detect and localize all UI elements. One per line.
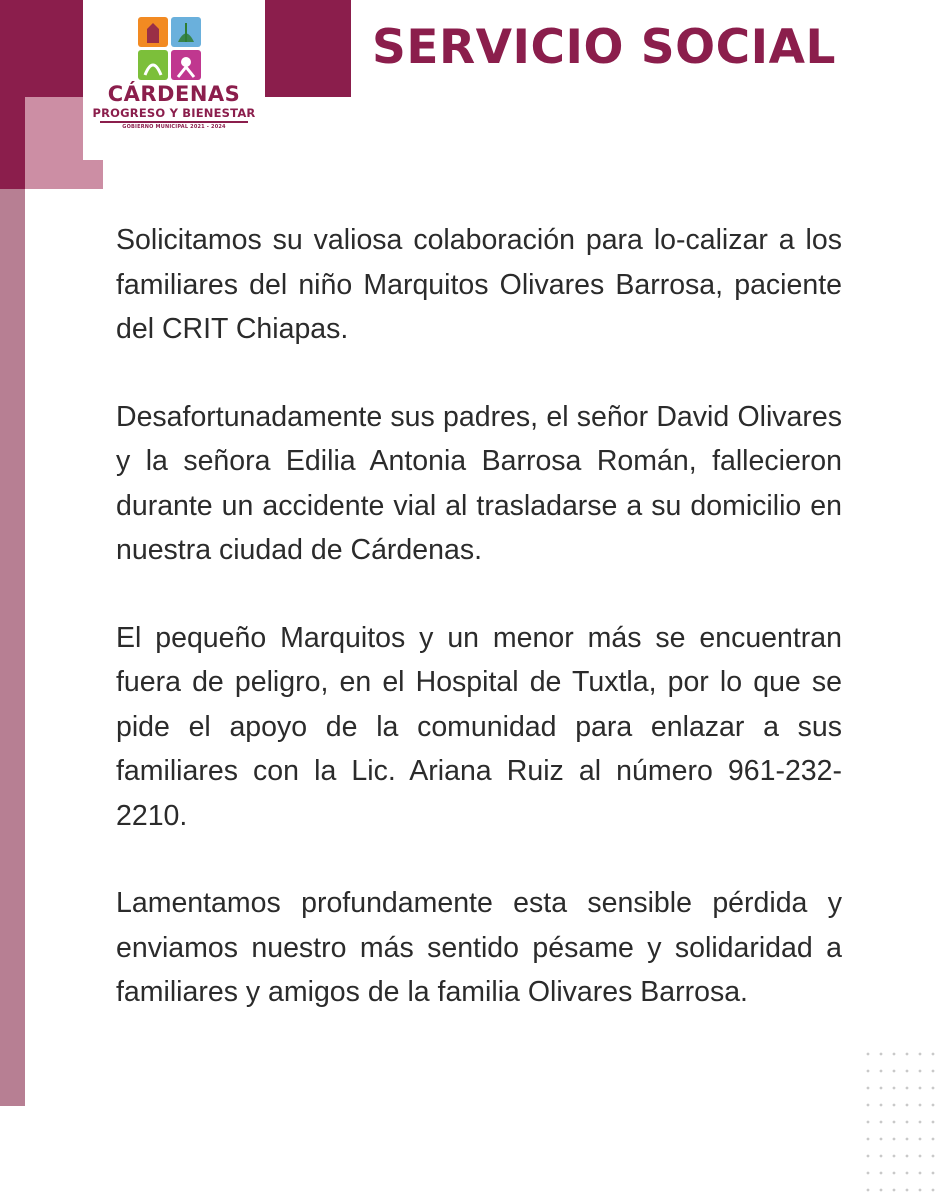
logo-subtitle: PROGRESO Y BIENESTAR [92, 106, 256, 120]
decorative-dot [867, 1138, 870, 1141]
decorative-dot [880, 1138, 883, 1141]
left-decorative-strip [0, 189, 25, 1106]
decorative-dot [867, 1087, 870, 1090]
decorative-dot [919, 1070, 922, 1073]
decorative-dot [932, 1138, 935, 1141]
decorative-dot [867, 1121, 870, 1124]
decorative-dot [932, 1155, 935, 1158]
decorative-dot [867, 1172, 870, 1175]
decorative-dot [919, 1172, 922, 1175]
decorative-dot [906, 1138, 909, 1141]
decorative-dot [906, 1104, 909, 1107]
decorative-dot [932, 1053, 935, 1056]
decorative-dot [893, 1138, 896, 1141]
decorative-dot [906, 1172, 909, 1175]
decorative-dot [893, 1172, 896, 1175]
decorative-dot [867, 1053, 870, 1056]
decorative-dot [906, 1053, 909, 1056]
decorative-dot [919, 1121, 922, 1124]
decorative-dot [932, 1121, 935, 1124]
decorative-dot [932, 1087, 935, 1090]
decorative-dot [932, 1104, 935, 1107]
decorative-dot [880, 1104, 883, 1107]
decorative-dot [906, 1121, 909, 1124]
decorative-dot [893, 1121, 896, 1124]
decorative-dot [867, 1104, 870, 1107]
header-bar-right [265, 0, 351, 97]
logo-divider [100, 121, 248, 123]
paragraph-parents: Desafortunadamente sus padres, el señor David Olivares y la señora Edilia Antonia Barrosa Román, fallecieron durante un accidente vial al trasladarse a su domicilio en nuestra ciudad de Cárdenas. [116, 400, 842, 566]
decorative-dot [932, 1189, 935, 1192]
decorative-dot [906, 1189, 909, 1192]
decorative-dot [919, 1104, 922, 1107]
decorative-dot-grid [862, 1050, 939, 1200]
municipal-logo [83, 0, 265, 160]
decorative-dot [880, 1087, 883, 1090]
decorative-dot [919, 1155, 922, 1158]
decorative-dot [880, 1189, 883, 1192]
decorative-dot [919, 1189, 922, 1192]
decorative-dot [893, 1070, 896, 1073]
decorative-dot [906, 1070, 909, 1073]
decorative-dot [880, 1172, 883, 1175]
decorative-dot [880, 1121, 883, 1124]
paragraph-contact: El pequeño Marquitos y un menor más se encuentran fuera de peligro, en el Hospital de Tuxtla, por lo que se pide el apoyo de la comunidad para enlazar a sus familiares con la Lic. Ariana Ruiz al número 961-232-2210. [116, 621, 842, 832]
decorative-dot [867, 1189, 870, 1192]
decorative-dot [880, 1053, 883, 1056]
announcement-body [116, 218, 842, 1058]
page-title: SERVICIO SOCIAL [372, 20, 836, 75]
decorative-square-dark [0, 97, 25, 189]
decorative-dot [919, 1087, 922, 1090]
paragraph-request: Solicitamos su valiosa colaboración para lo-calizar a los familiares del niño Marquitos Olivares Barrosa, paciente del CRIT Chiapas. [116, 224, 842, 345]
paragraph-condolences: Lamentamos profundamente esta sensible pérdida y enviamos nuestro más sentido pésame y solidaridad a familiares y amigos de la familia Olivares Barrosa. [116, 887, 842, 1008]
decorative-dot [919, 1138, 922, 1141]
decorative-dot [867, 1155, 870, 1158]
decorative-dot [906, 1155, 909, 1158]
logo-government-period: GOBIERNO MUNICIPAL 2021 - 2024 [122, 124, 226, 130]
decorative-dot [919, 1053, 922, 1056]
decorative-dot [880, 1070, 883, 1073]
decorative-dot [880, 1155, 883, 1158]
decorative-dot [893, 1053, 896, 1056]
logo-emblem-icon [138, 17, 202, 81]
decorative-dot [906, 1087, 909, 1090]
decorative-dot [893, 1155, 896, 1158]
decorative-dot [893, 1087, 896, 1090]
header-bar-left [0, 0, 83, 97]
decorative-dot [932, 1070, 935, 1073]
decorative-dot [932, 1172, 935, 1175]
logo-title: CÁRDENAS [107, 82, 241, 106]
decorative-dot [867, 1070, 870, 1073]
decorative-dot [893, 1189, 896, 1192]
decorative-dot [893, 1104, 896, 1107]
